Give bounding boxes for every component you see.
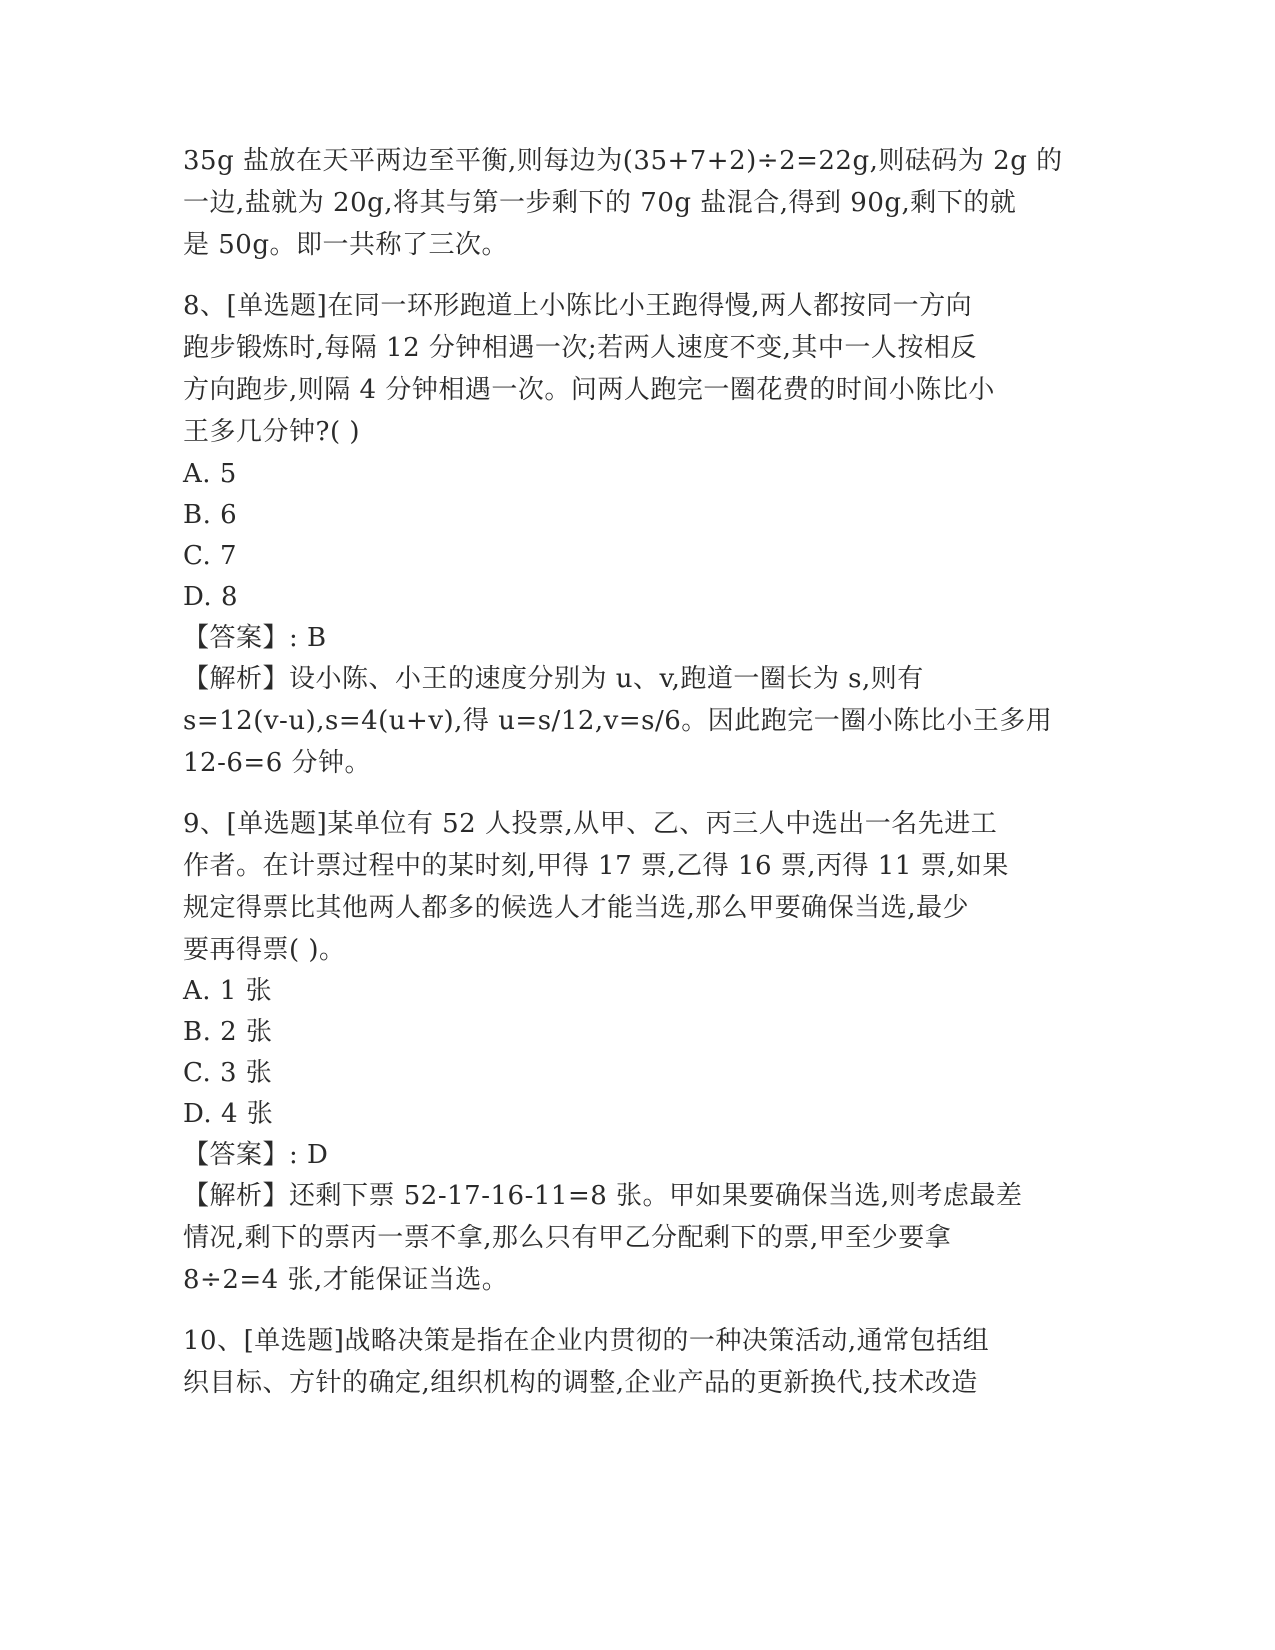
q8-analysis-line: 【解析】设小陈、小王的速度分别为 u、v,跑道一圈长为 s,则有 [183, 664, 924, 694]
q9-option-d: D. 4 张 [183, 1099, 274, 1129]
q9-option-a: A. 1 张 [183, 976, 273, 1006]
q9-stem-line: 规定得票比其他两人都多的候选人才能当选,那么甲要确保当选,最少 [183, 893, 970, 923]
q8-stem-line: 跑步锻炼时,每隔 12 分钟相遇一次;若两人速度不变,其中一人按相反 [183, 333, 977, 363]
q9-option-c: C. 3 张 [183, 1058, 273, 1088]
q8-answer: 【答案】: B [183, 623, 327, 653]
q9-answer: 【答案】: D [183, 1140, 329, 1170]
q9-analysis-line: 情况,剩下的票丙一票不拿,那么只有甲乙分配剩下的票,甲至少要拿 [183, 1223, 952, 1253]
q8-option-c: C. 7 [183, 541, 238, 571]
q10-stem-line: 织目标、方针的确定,组织机构的调整,企业产品的更新换代,技术改造 [183, 1368, 978, 1398]
q9-stem-line: 9、[单选题]某单位有 52 人投票,从甲、乙、丙三人中选出一名先进工 [183, 809, 998, 839]
q9-option-b: B. 2 张 [183, 1017, 273, 1047]
q8-stem-line: 王多几分钟?( ) [183, 417, 360, 447]
intro-explanation-line: 一边,盐就为 20g,将其与第一步剩下的 70g 盐混合,得到 90g,剩下的就 [183, 188, 1017, 218]
q9-analysis-line: 8÷2=4 张,才能保证当选。 [183, 1265, 509, 1295]
q8-stem-line: 8、[单选题]在同一环形跑道上小陈比小王跑得慢,两人都按同一方向 [183, 291, 973, 321]
q9-stem-line: 要再得票( )。 [183, 935, 346, 965]
intro-explanation-line: 35g 盐放在天平两边至平衡,则每边为(35+7+2)÷2=22g,则砝码为 2g 的 [183, 146, 1063, 176]
q8-analysis-line: s=12(v-u),s=4(u+v),得 u=s/12,v=s/6。因此跑完一圈小陈比小王多用 [183, 706, 1053, 736]
q8-analysis-line: 12-6=6 分钟。 [183, 748, 372, 778]
intro-explanation-line: 是 50g。即一共称了三次。 [183, 230, 508, 260]
q8-stem-line: 方向跑步,则隔 4 分钟相遇一次。问两人跑完一圈花费的时间小陈比小 [183, 375, 995, 405]
q9-analysis-line: 【解析】还剩下票 52-17-16-11=8 张。甲如果要确保当选,则考虑最差 [183, 1181, 1023, 1211]
q9-stem-line: 作者。在计票过程中的某时刻,甲得 17 票,乙得 16 票,丙得 11 票,如果 [183, 851, 1009, 881]
document-page [183, 0, 1083, 1650]
q10-stem-line: 10、[单选题]战略决策是指在企业内贯彻的一种决策活动,通常包括组 [183, 1326, 990, 1356]
q8-option-b: B. 6 [183, 500, 238, 530]
q8-option-a: A. 5 [183, 459, 237, 489]
q8-option-d: D. 8 [183, 582, 238, 612]
